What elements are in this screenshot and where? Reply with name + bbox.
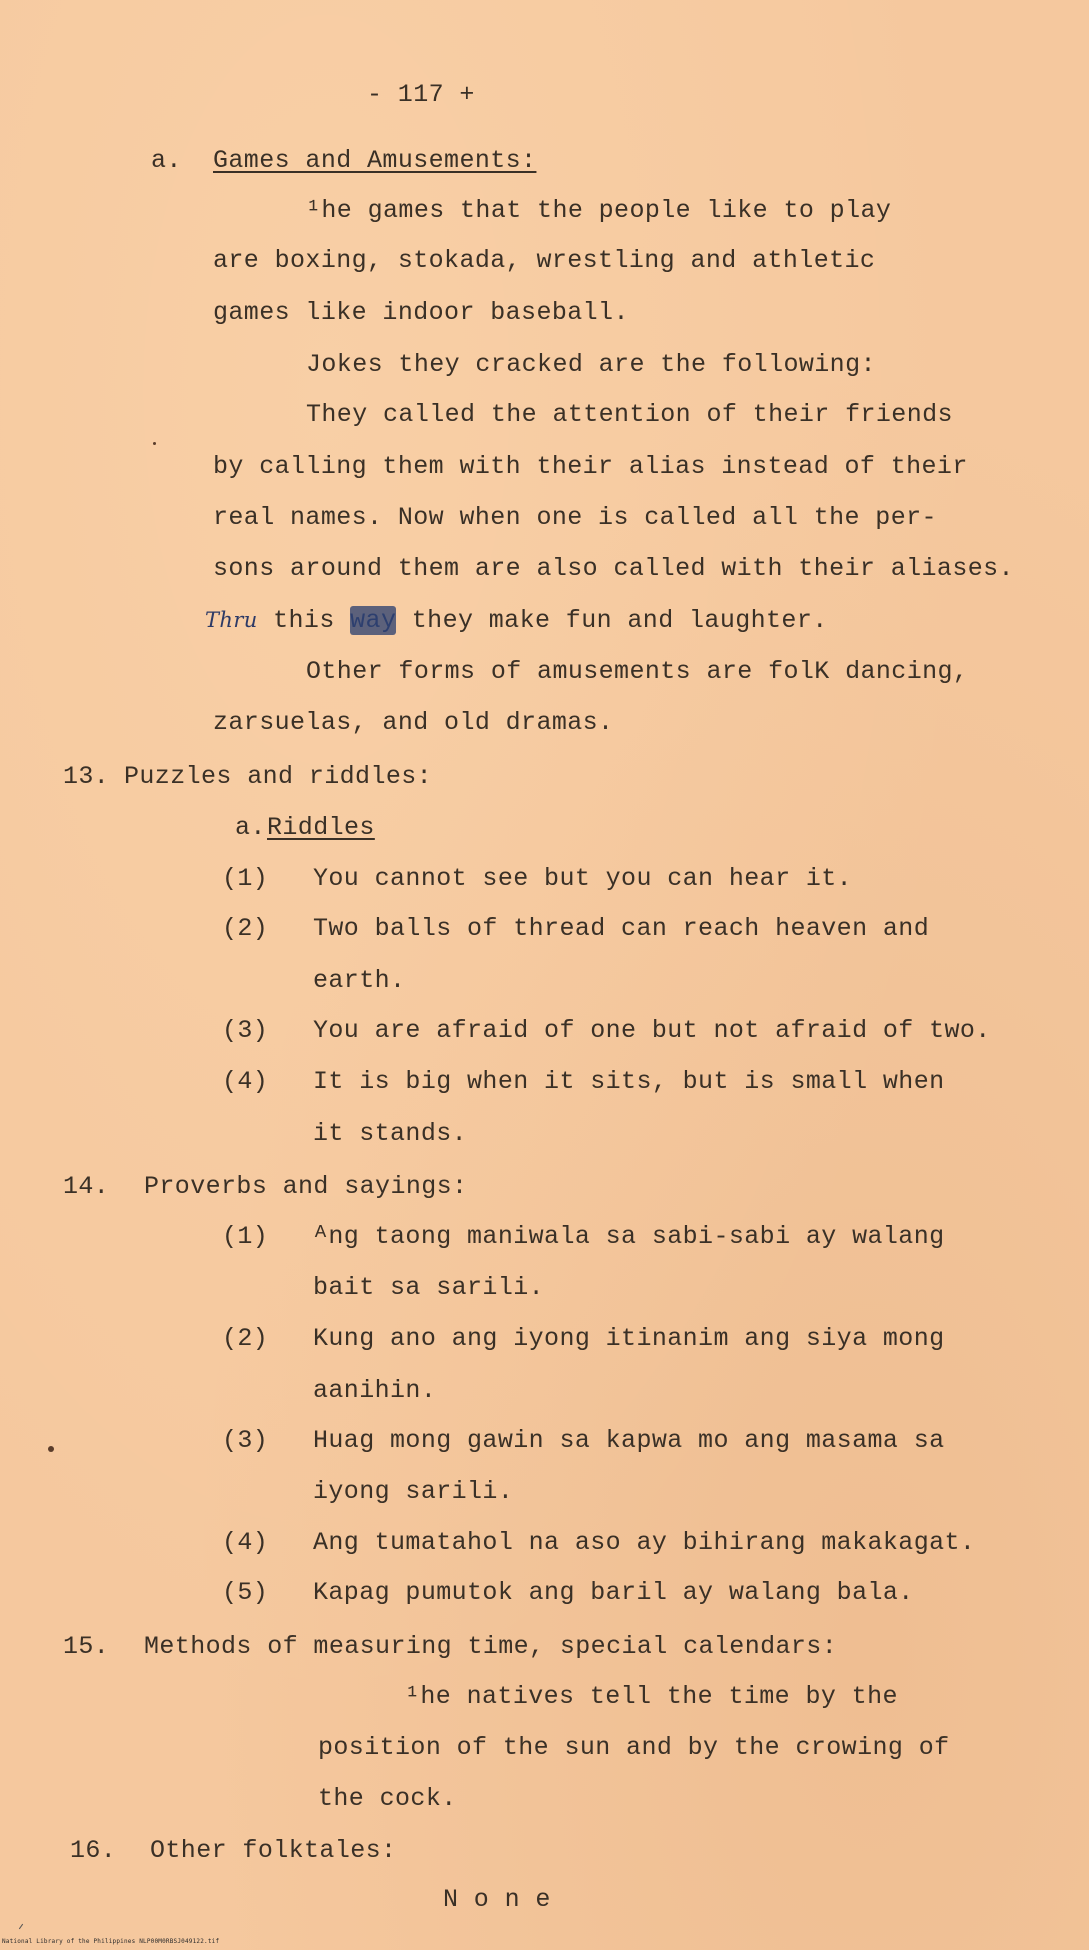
riddle-2-line-2: earth. xyxy=(313,966,406,995)
proverb-4-line-1: Ang tumatahol na aso ay bihirang makakagat. xyxy=(313,1528,976,1557)
proverb-5-line-1: Kapag pumutok ang baril ay walang bala. xyxy=(313,1578,914,1607)
games-line-4: Jokes they cracked are the following: xyxy=(306,350,876,379)
riddle-2-num: (2) xyxy=(222,914,269,943)
proverb-2-line-1: Kung ano ang iyong itinanim ang siya mong xyxy=(313,1324,945,1353)
time-line-1: ¹he natives tell the time by the xyxy=(405,1682,898,1711)
games-line-8: sons around them are also called with their aliases. xyxy=(213,554,1014,583)
proverb-2-line-2: aanihin. xyxy=(313,1376,437,1405)
games-line-2: are boxing, stokada, wrestling and athletic xyxy=(213,246,876,275)
proverb-4-num: (4) xyxy=(222,1528,269,1557)
struck-out-word: way xyxy=(350,606,397,635)
proverb-1-line-1: ᴬng taong maniwala sa sabi-sabi ay walang xyxy=(313,1222,945,1251)
time-line-3: the cock. xyxy=(318,1784,457,1813)
games-line-9 xyxy=(205,605,828,636)
games-line-9-text-b: they make fun and laughter. xyxy=(411,606,828,635)
item-15-title: Methods of measuring time, special calendars: xyxy=(144,1632,838,1661)
item-14-number: 14. xyxy=(63,1172,110,1201)
archive-footer: National Library of the Philippines NLP00M0RBSJ049122.tif xyxy=(2,1938,220,1945)
page-number: - 117 + xyxy=(367,80,475,109)
riddle-3-line-1: You are afraid of one but not afraid of two. xyxy=(313,1016,991,1045)
pencil-mark xyxy=(19,1924,23,1929)
item-15-number: 15. xyxy=(63,1632,110,1661)
games-line-5: They called the attention of their friends xyxy=(306,400,953,429)
games-line-10: Other forms of amusements are folK dancing, xyxy=(306,657,969,686)
riddle-1-line-1: You cannot see but you can hear it. xyxy=(313,864,853,893)
riddle-4-num: (4) xyxy=(222,1067,269,1096)
handwritten-correction: Thru xyxy=(205,608,258,632)
item-16-answer: N o n e xyxy=(443,1885,551,1914)
ink-speck xyxy=(153,442,156,445)
proverb-3-num: (3) xyxy=(222,1426,269,1455)
riddles-title: Riddles xyxy=(267,813,375,842)
riddle-4-line-1: It is big when it sits, but is small when xyxy=(313,1067,945,1096)
time-line-2: position of the sun and by the crowing of xyxy=(318,1733,950,1762)
games-line-11: zarsuelas, and old dramas. xyxy=(213,708,614,737)
item-16-title: Other folktales: xyxy=(150,1836,397,1865)
section-a-title: Games and Amusements: xyxy=(213,146,537,175)
item-13-title: Puzzles and riddles: xyxy=(124,762,433,791)
games-line-1: ¹he games that the people like to play xyxy=(306,196,892,225)
item-16-number: 16. xyxy=(70,1836,117,1865)
proverb-1-num: (1) xyxy=(222,1222,269,1251)
section-a-label: a. xyxy=(151,146,182,175)
proverb-3-line-1: Huag mong gawin sa kapwa mo ang masama sa xyxy=(313,1426,945,1455)
ink-speck xyxy=(48,1446,54,1452)
riddle-3-num: (3) xyxy=(222,1016,269,1045)
proverb-1-line-2: bait sa sarili. xyxy=(313,1273,545,1302)
riddle-4-line-2: it stands. xyxy=(313,1119,468,1148)
item-13-number: 13. xyxy=(63,762,110,791)
proverb-2-num: (2) xyxy=(222,1324,269,1353)
games-line-3: games like indoor baseball. xyxy=(213,298,629,327)
games-line-6: by calling them with their alias instead of their xyxy=(213,452,968,481)
games-line-9-text-a: this xyxy=(273,606,335,635)
riddle-1-num: (1) xyxy=(222,864,269,893)
item-14-title: Proverbs and sayings: xyxy=(144,1172,468,1201)
proverb-3-line-2: iyong sarili. xyxy=(313,1477,514,1506)
riddles-label: a. xyxy=(235,813,266,842)
riddle-2-line-1: Two balls of thread can reach heaven and xyxy=(313,914,930,943)
proverb-5-num: (5) xyxy=(222,1578,269,1607)
games-line-7: real names. Now when one is called all the per- xyxy=(213,503,937,532)
